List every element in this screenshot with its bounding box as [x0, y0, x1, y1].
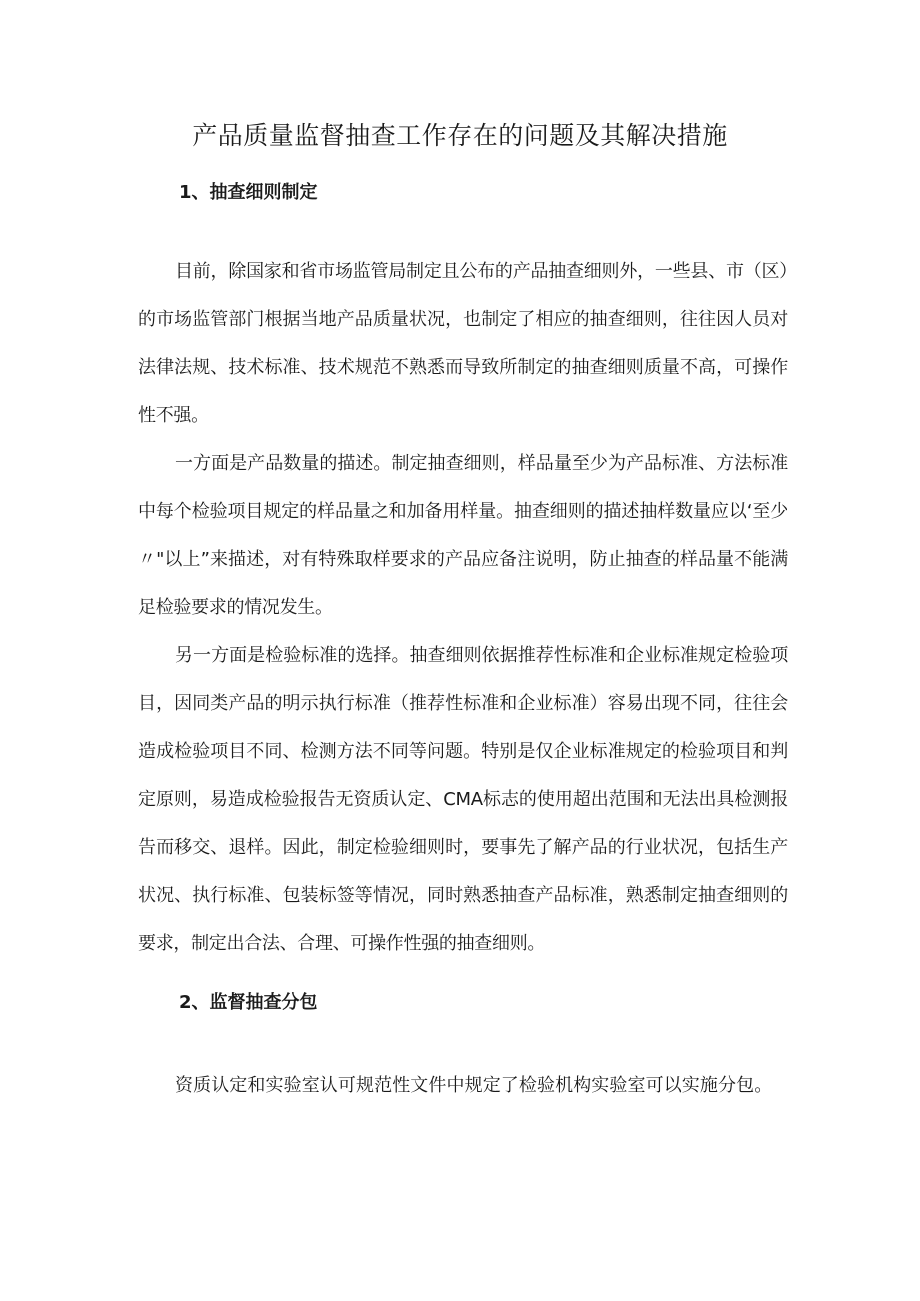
- section-2-heading: 2、监督抽查分包: [179, 992, 318, 1013]
- section-1-heading: 1、抽查细则制定: [179, 182, 318, 203]
- section-2-paragraph-1: 资质认定和实验室认可规范性文件中规定了检验机构实验室可以实施分包。: [175, 1075, 773, 1096]
- document-title: 产品质量监督抽查工作存在的问题及其解决措施: [192, 121, 728, 150]
- section-1-paragraph-2: 一方面是产品数量的描述。制定抽查细则，样品量至少为产品标准、方法标准中每个检验项目规定的样品量之和加备用样量。抽查细则的描述抽样数量应以‘至少〃"以上”来描述，对有特殊取样要求的产品应备注说明，防止抽查的样品量不能满足检验要求的情况发生。: [138, 453, 788, 618]
- section-1-paragraph-1: 目前，除国家和省市场监管局制定且公布的产品抽查细则外，一些县、市（区）的市场监管部门根据当地产品质量状况，也制定了相应的抽查细则，往往因人员对法律法规、技术标准、技术规范不熟悉而导致所制定的抽查细则质量不高，可操作性不强。: [138, 261, 788, 426]
- section-1-paragraph-3: 另一方面是检验标准的选择。抽查细则依据推荐性标准和企业标准规定检验项目，因同类产品的明示执行标准（推荐性标准和企业标准）容易出现不同，往往会造成检验项目不同、检测方法不同等问题。特别是仅企业标准规定的检验项目和判定原则，易造成检验报告无资质认定、CMA标志的使用超出范围和无法出具检测报告而移交、退样。因此，制定检验细则时，要事先了解产品的行业状况，包括生产状况、执行标准、包装标签等情况，同时熟悉抽查产品标准，熟悉制定抽查细则的要求，制定出合法、合理、可操作性强的抽查细则。: [138, 645, 788, 954]
